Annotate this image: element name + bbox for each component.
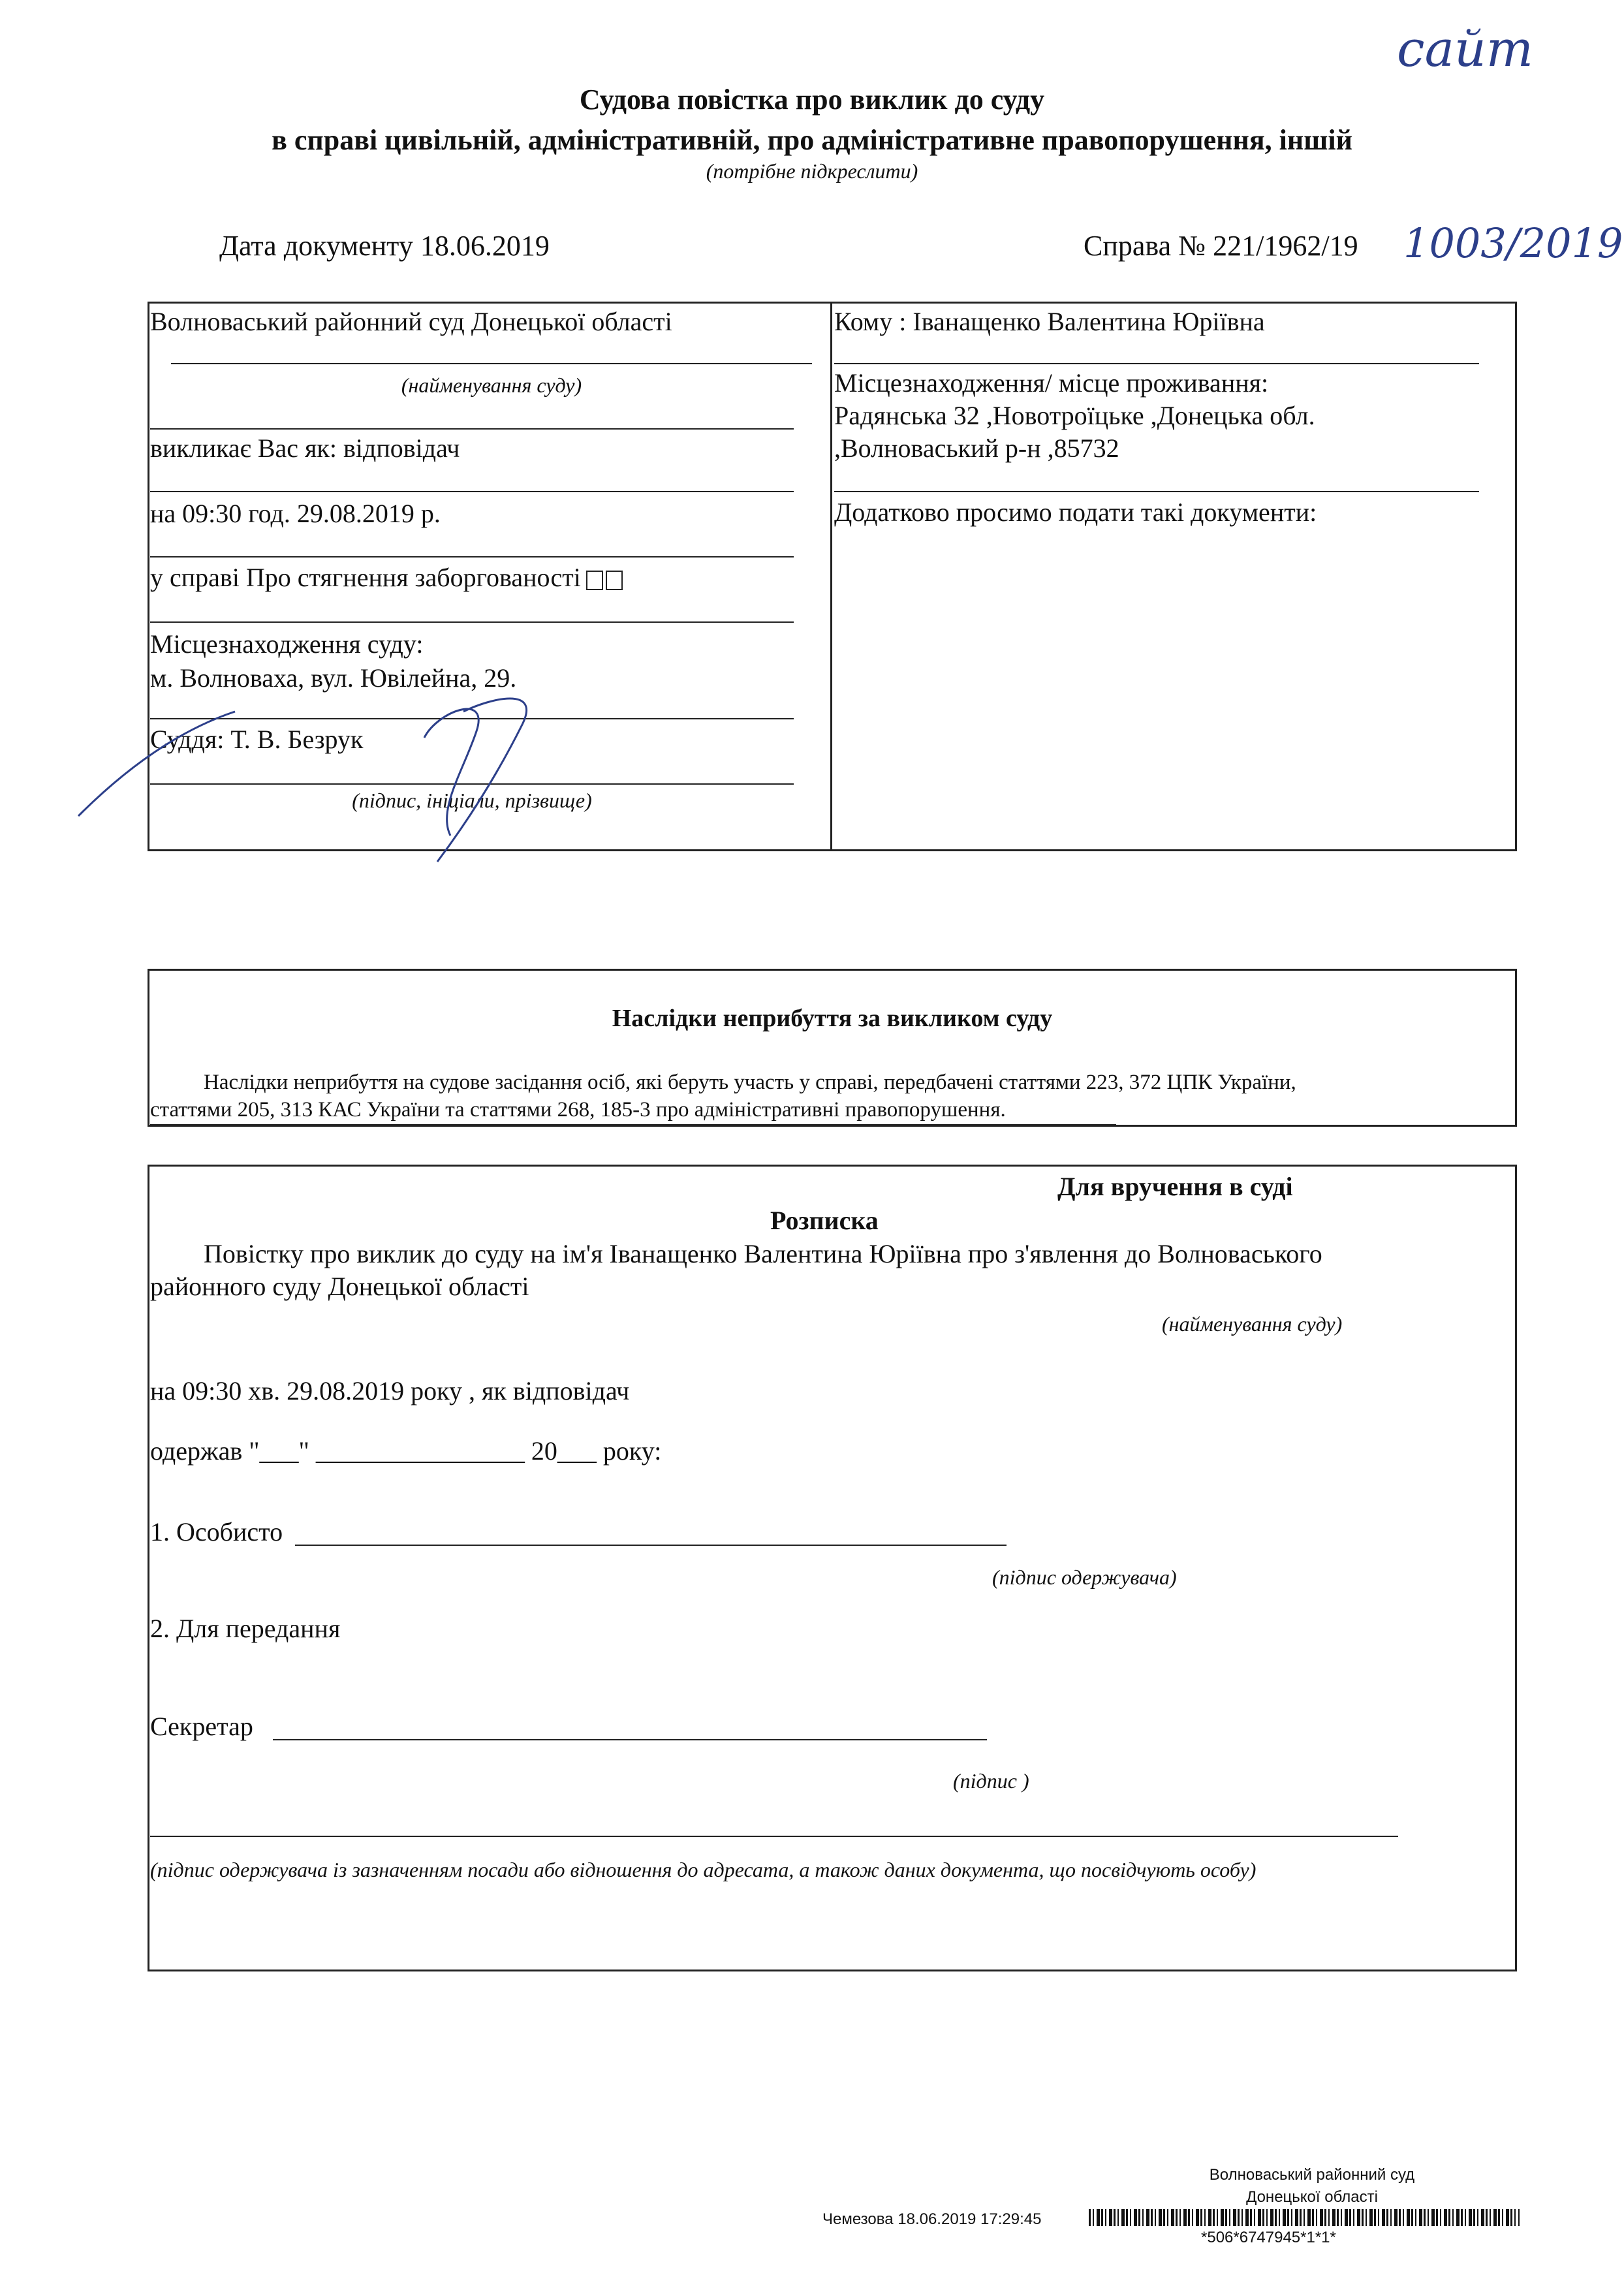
judge-signature <box>72 672 568 868</box>
case-subject: у справі Про стягнення заборгованості <box>150 561 623 594</box>
recipient: Кому : Іванащенко Валентина Юріївна <box>834 307 1265 336</box>
underline <box>150 1124 1116 1125</box>
residence-label: Місцезнаходження/ місце проживання: <box>834 368 1269 398</box>
stamp-court-line-2: Донецької області <box>1246 2188 1378 2206</box>
barcode-number: *506*6747945*1*1* <box>1201 2229 1336 2246</box>
address-line-2: ,Волноваський р-н ,85732 <box>834 433 1119 463</box>
judge: Суддя: Т. В. Безрук <box>150 725 364 754</box>
secretary-signature-line <box>273 1739 987 1740</box>
for-transfer-label: 2. Для передання <box>150 1614 341 1643</box>
title-line-1: Судова повістка про виклик до суду <box>579 84 1045 116</box>
recipient-signature-caption: (підпис одержувача) <box>992 1565 1177 1589</box>
receipt-time: на 09:30 хв. 29.08.2019 року , як відповідач <box>150 1376 630 1405</box>
divider <box>150 556 794 557</box>
divider <box>834 363 1479 364</box>
receipt-court-caption: (найменування суду) <box>1162 1312 1343 1336</box>
document-date: Дата документу 18.06.2019 <box>219 230 550 262</box>
receipt-text-1: Повістку про виклик до суду на ім'я Іванащенко Валентина Юріївна про з'явлення до Волноваського <box>204 1239 1322 1268</box>
handwritten-site-note: сайт <box>1397 20 1533 78</box>
consequences-title: Наслідки неприбуття за викликом суду <box>612 1005 1053 1032</box>
signature-caption: (підпис, ініціали, прізвище) <box>352 789 592 812</box>
summoned-as: викликає Вас як: відповідач <box>150 433 460 463</box>
divider <box>150 621 794 623</box>
court-name-caption: (найменування суду) <box>401 373 582 397</box>
footer-signature-line <box>150 1836 1398 1837</box>
divider <box>834 491 1479 492</box>
stamp-operator: Чемезова 18.06.2019 17:29:45 <box>822 2210 1042 2228</box>
court-location-label: Місцезнаходження суду: <box>150 629 424 659</box>
secretary-label: Секретар <box>150 1712 253 1741</box>
stamp-court-line-1: Волноваський районний суд <box>1209 2166 1415 2184</box>
for-court-delivery: Для вручення в суді <box>1057 1172 1293 1201</box>
receipt-title: Розписка <box>770 1206 879 1235</box>
consequences-text-1: Наслідки неприбуття на судове засідання осіб, які беруть участь у справі, передбачені статтями 223, 372 ЦПК України, <box>204 1071 1296 1094</box>
divider <box>150 428 794 430</box>
personally-signature-line <box>295 1545 1007 1546</box>
divider <box>150 491 794 492</box>
barcode <box>1089 2209 1520 2226</box>
personally-label: 1. Особисто <box>150 1517 283 1546</box>
consequences-text-2: статтями 205, 313 КАС України та статтями 268, 185-3 про адміністративні правопорушення. <box>150 1098 1006 1122</box>
footer-caption: (підпис одержувача із зазначенням посади або відношення до адресата, а також даних документа, що посвідчують особу) <box>150 1858 1257 1881</box>
court-name: Волноваський районний суд Донецької області <box>150 307 672 336</box>
court-name-line <box>171 363 812 364</box>
receipt-text-2: районного суду Донецької області <box>150 1272 529 1301</box>
secretary-signature-caption: (підпис ) <box>953 1769 1029 1793</box>
court-location: м. Волноваха, вул. Ювілейна, 29. <box>150 663 517 693</box>
column-divider <box>830 302 832 851</box>
underline-note: (потрібне підкреслити) <box>706 159 918 183</box>
title-line-2: в справі цивільній, адміністративній, про адміністративне правопорушення, іншій <box>272 124 1352 156</box>
received-date: одержав "___" ________________ 20___ року: <box>150 1436 662 1466</box>
case-number: Справа № 221/1962/19 <box>1084 230 1358 262</box>
handwritten-case-number: 1003/2019 <box>1403 219 1623 267</box>
extra-documents: Додатково просимо подати такі документи: <box>834 497 1317 527</box>
hearing-time: на 09:30 год. 29.08.2019 р. <box>150 499 441 528</box>
address-line-1: Радянська 32 ,Новотроїцьке ,Донецька обл. <box>834 401 1315 430</box>
